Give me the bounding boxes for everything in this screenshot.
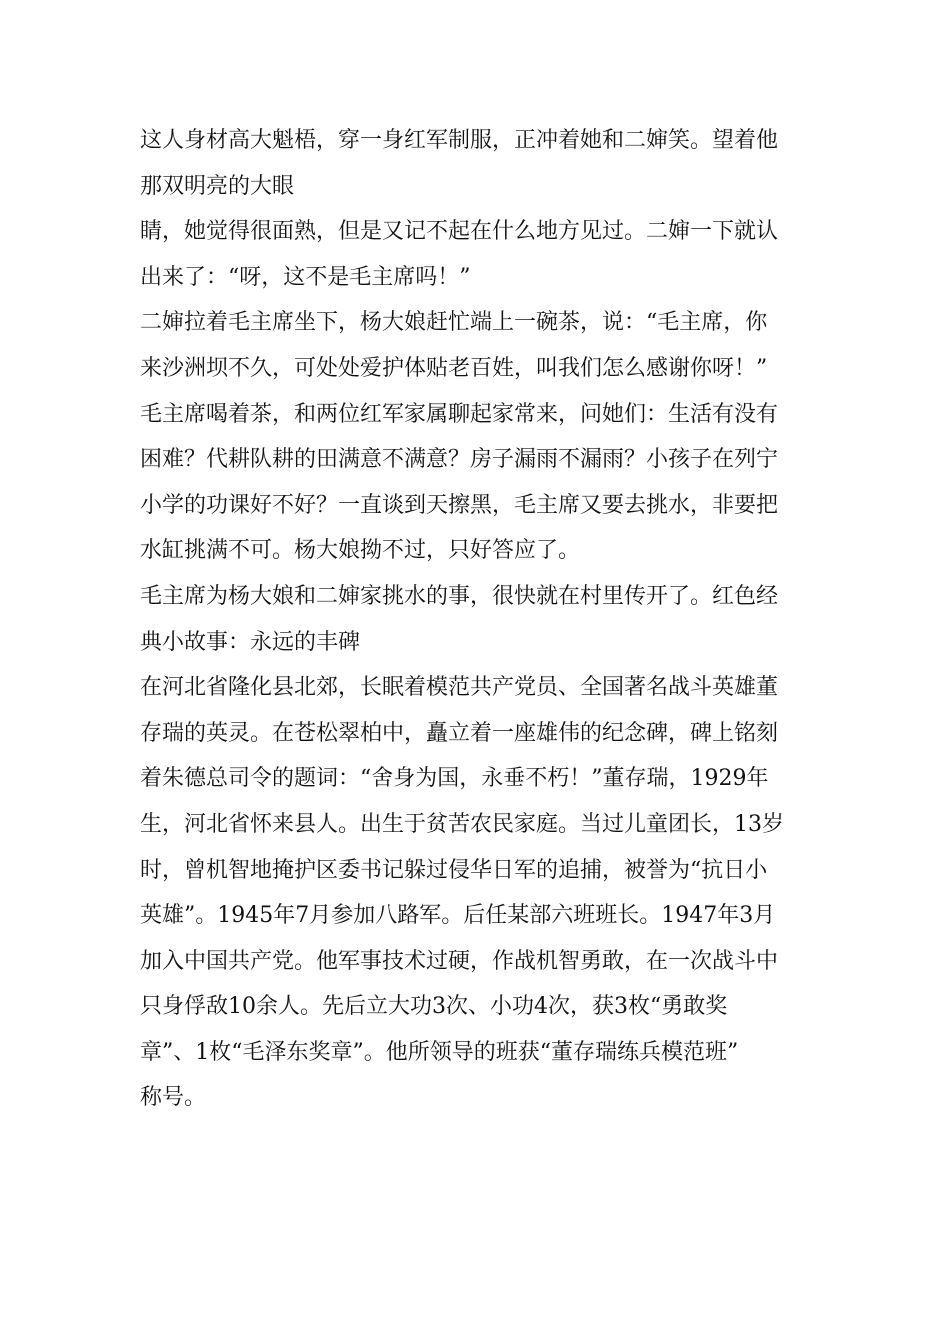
text-line: 着朱德总司令的题词：“舍身为国，永垂不朽！”董存瑞，1929年 (140, 766, 769, 792)
text-line: 章”、1枚“毛泽东奖章”。他所领导的班获“董存瑞练兵模范班” (140, 1039, 739, 1065)
text-line: 这人身材高大魁梧，穿一身红军制服，正冲着她和二婶笑。望着他 (140, 128, 779, 153)
text-line: 睛，她觉得很面熟，但是又记不起在什么地方见过。二婶一下就认 (140, 219, 779, 245)
text-line: 加入中国共产党。他军事技术过硬，作战机智勇敢，在一次战斗中 (140, 948, 779, 974)
text-line: 小学的功课好不好？一直谈到天擦黑，毛主席又要去挑水，非要把 (140, 492, 779, 518)
text-line: 在河北省隆化县北郊，长眠着模范共产党员、全国著名战斗英雄董 (140, 675, 779, 701)
text-line: 二婶拉着毛主席坐下，杨大娘赶忙端上一碗茶，说：“毛主席，你 (140, 310, 768, 336)
text-line: 出来了：“呀，这不是毛主席吗！” (140, 264, 471, 290)
text-line: 困难？代耕队耕的田满意不满意？房子漏雨不漏雨？小孩子在列宁 (140, 447, 779, 473)
text-line: 生，河北省怀来县人。出生于贫苦农民家庭。当过儿童团长，13岁 (140, 811, 784, 837)
text-line: 那双明亮的大眼 (140, 173, 295, 199)
text-line: 毛主席为杨大娘和二婶家挑水的事，很快就在村里传开了。红色经 (140, 583, 779, 609)
text-line: 水缸挑满不可。杨大娘拗不过，只好答应了。 (140, 538, 581, 564)
document-body (140, 118, 800, 1121)
text-line: 典小故事：永远的丰碑 (140, 629, 361, 655)
text-line: 存瑞的英灵。在苍松翠柏中，矗立着一座雄伟的纪念碑，碑上铭刻 (140, 720, 779, 746)
text-line: 只身俘敌10余人。先后立大功3次、小功4次，获3枚“勇敢奖 (140, 994, 728, 1020)
text-line: 时，曾机智地掩护区委书记躲过侵华日军的追捕，被誉为“抗日小 (140, 857, 768, 883)
text-line: 来沙洲坝不久，可处处爱护体贴老百姓，叫我们怎么感谢你呀！” (140, 355, 768, 381)
text-line: 毛主席喝着茶，和两位红军家属聊起家常来，问她们：生活有没有 (140, 401, 779, 427)
text-line: 称号。 (140, 1085, 207, 1111)
text-line: 英雄”。1945年7月参加八路军。后任某部六班班长。1947年3月 (140, 903, 776, 929)
